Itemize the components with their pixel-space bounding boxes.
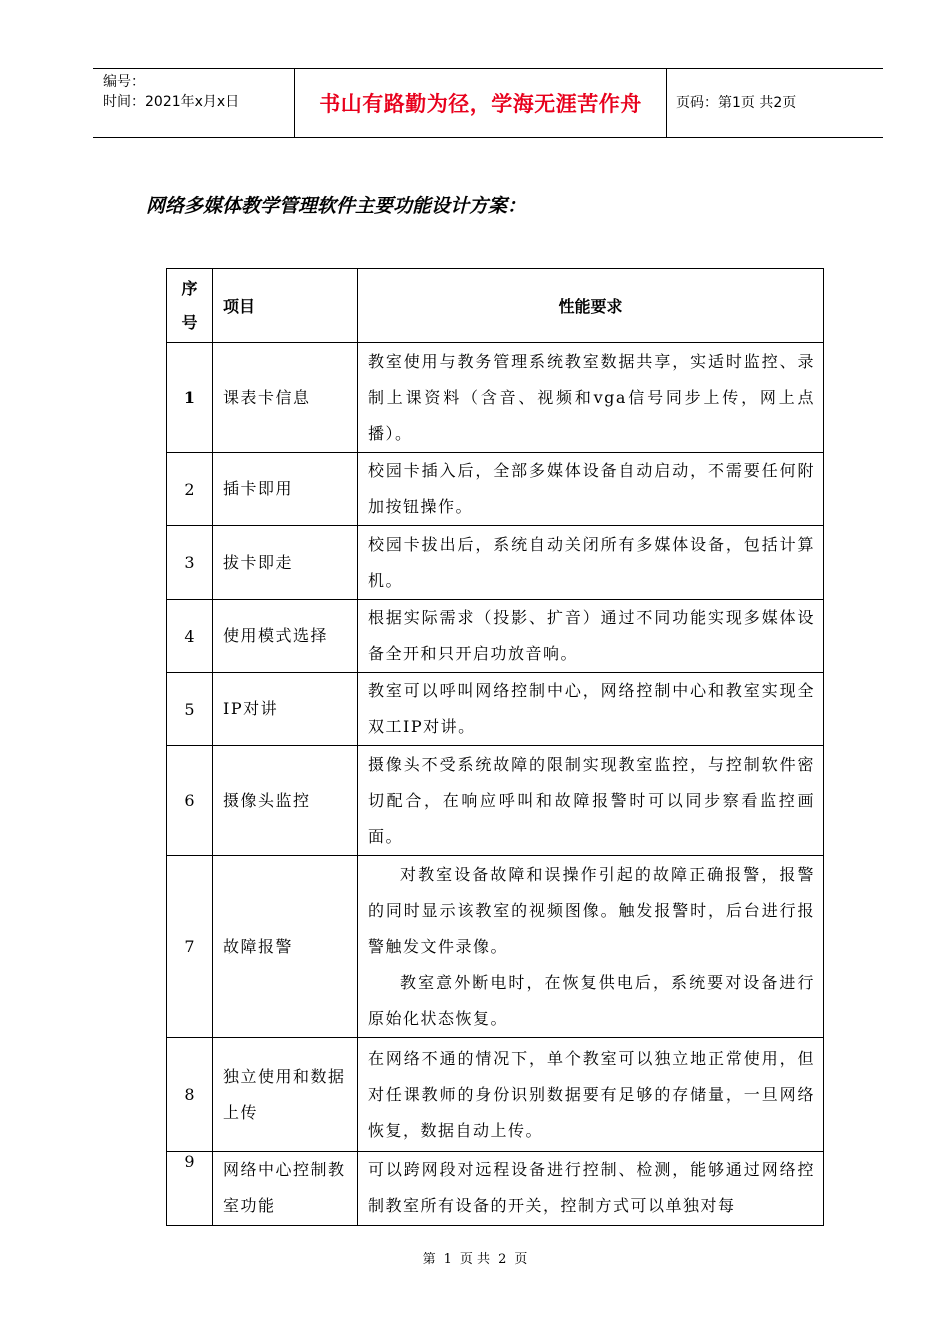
row-requirement: 校园卡插入后，全部多媒体设备自动启动，不需要任何附加按钮操作。	[358, 453, 824, 526]
row-requirement: 校园卡拔出后，系统自动关闭所有多媒体设备，包括计算机。	[358, 526, 824, 600]
column-header-item: 项目	[213, 269, 358, 343]
footer-total-pages: 2	[498, 1252, 507, 1267]
footer-page-number: 1	[443, 1252, 452, 1267]
function-table	[166, 268, 824, 1226]
document-header	[93, 68, 883, 138]
row-item: 摄像头监控	[213, 746, 358, 856]
row-item: 故障报警	[213, 856, 358, 1038]
row-number: 4	[167, 600, 213, 673]
page-footer: 第 1 页 共 2 页	[422, 1252, 528, 1267]
table-row	[167, 856, 824, 1038]
table-row	[167, 343, 824, 453]
row-number: 1	[167, 343, 213, 453]
row-item: 插卡即用	[213, 453, 358, 526]
page-label: 页码：第1页 共2页	[676, 95, 797, 111]
table-row	[167, 673, 824, 746]
header-motto: 书山有路勤为径，学海无涯苦作舟	[319, 92, 642, 116]
row-item: 使用模式选择	[213, 600, 358, 673]
column-header-no: 序 号	[167, 269, 213, 343]
row-requirement: 教室使用与教务管理系统教室数据共享，实适时监控、录制上课资料（含音、视频和vga信号同步上传，网上点播）。	[358, 343, 824, 453]
row-number: 6	[167, 746, 213, 856]
row-requirement: 在网络不通的情况下，单个教室可以独立地正常使用，但对任课教师的身份识别数据要有足够的存储量，一旦网络恢复，数据自动上传。	[358, 1038, 824, 1152]
column-header-req: 性能要求	[358, 269, 824, 343]
document-title: 网络多媒体教学管理软件主要功能设计方案：	[146, 195, 527, 217]
number-label: 编号：	[103, 74, 145, 90]
row-requirement: 根据实际需求（投影、扩音）通过不同功能实现多媒体设备全开和只开启功放音响。	[358, 600, 824, 673]
row-item: 独立使用和数据上传	[213, 1038, 358, 1152]
row-number: 7	[167, 856, 213, 1038]
table-row	[167, 746, 824, 856]
header-divider	[666, 69, 667, 137]
header-meta	[103, 72, 239, 112]
row-number: 9	[167, 1152, 213, 1226]
row-requirement: 教室可以呼叫网络控制中心，网络控制中心和教室实现全双工IP对讲。	[358, 673, 824, 746]
row-requirement: 可以跨网段对远程设备进行控制、检测，能够通过网络控制教室所有设备的开关，控制方式可以单独对每	[358, 1152, 824, 1226]
row-requirement: 对教室设备故障和误操作引起的故障正确报警，报警的同时显示该教室的视频图像。触发报警时，后台进行报警触发文件录像。 教室意外断电时，在恢复供电后，系统要对设备进行原始化状态恢复。	[358, 856, 824, 1038]
row-item: 网络中心控制教室功能	[213, 1152, 358, 1226]
row-item: IP对讲	[213, 673, 358, 746]
row-number: 3	[167, 526, 213, 600]
table-header-row	[167, 269, 824, 343]
row-number: 5	[167, 673, 213, 746]
table-row	[167, 600, 824, 673]
table-row	[167, 1152, 824, 1226]
row-item: 课表卡信息	[213, 343, 358, 453]
row-requirement: 摄像头不受系统故障的限制实现教室监控，与控制软件密切配合，在响应呼叫和故障报警时可以同步察看监控画面。	[358, 746, 824, 856]
table-row	[167, 526, 824, 600]
table-row	[167, 453, 824, 526]
row-item: 拔卡即走	[213, 526, 358, 600]
table-row	[167, 1038, 824, 1152]
row-number: 8	[167, 1038, 213, 1152]
row-number: 2	[167, 453, 213, 526]
time-label: 时间：2021年x月x日	[103, 94, 240, 110]
